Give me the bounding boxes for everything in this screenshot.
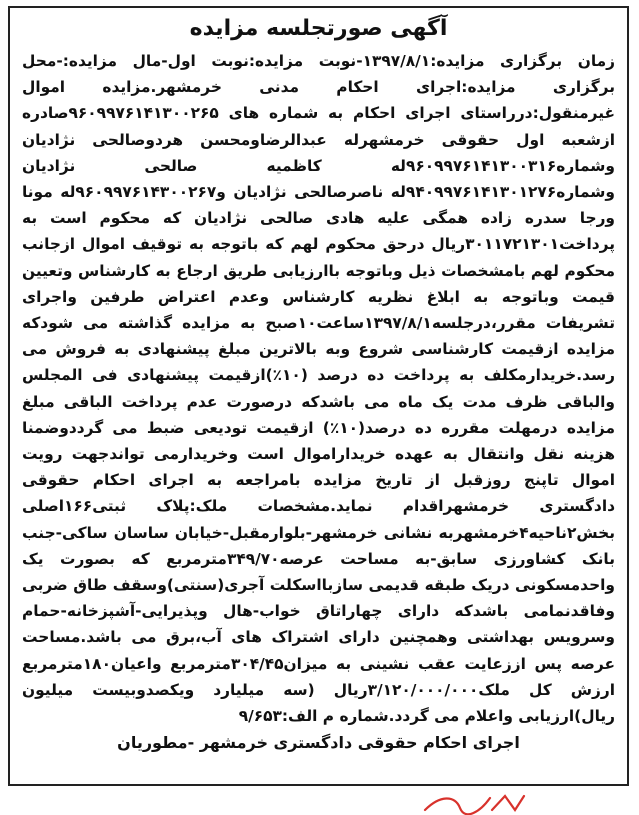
notice-body: زمان برگزاری مزایده:۱۳۹۷/۸/۱-نوبت مزایده:نوبت اول-مال مزایده:-محل برگزاری مزایده:اجرای احکام مدنی خرمشهر.مزایده اموال غیرمنقول:درراستای اجرای احکام به شماره های ۹۶۰۹۹۷۶۱۴۱۳۰۰۲۶۵صادره ازشعبه اول حقوقی خرمشهرله عبدالرضاومحسن هردوصالحی نژادیان وشماره۹۶۰۹۹۷۶۱۴۱۳۰۰۳۱۶له کاظمیه صالحی نژادیان وشماره۹۴۰۹۹۷۶۱۴۱۳۰۱۲۷۶له ناصرصالحی نژادیان و۹۶۰۹۹۷۶۱۴۳۰۰۲۶۷له مونا ورجا سدره زاده همگی علیه هادی صالحی نژادیان که محکوم است به پرداخت۳۰۱۱۷۲۱۳۰۱ریال درحق محکوم لهم که باتوجه به توقیف اموال ازجانب محکوم لهم بامشخصات ذیل وباتوجه باارزیابی طریق ارجاع به کارشناس وتعیین قیمت وباتوجه به ابلاغ نظریه کارشناس وعدم اعتراض طرفین واجرای تشریفات مقرر،درجلسه۱۳۹۷/۸/۱ساعت۱۰صبح به مزایده گذاشته می شودکه مزایده ازقیمت کارشناسی شروع وبه بالاترین مبلغ پیشنهادی به فروش می رسد.خریدارمکلف به پرداخت ده درصد (۱۰٪)ازقیمت پیشنهادی فی المجلس والباقی ظرف مدت یک ماه می باشدکه درصورت عدم پرداخت الباقی مبلغ مزایده درمهلت مقرره ده درصد(۱۰٪) ازقیمت تودیعی ضبط می گرددوضمنا هزینه نقل وانتقال به عهده خریداراموال است وخریدارمی تواندجهت رویت اموال تاپنج روزقبل از تاریخ مزایده بامراجعه به اجرای احکام حقوقی دادگستری خرمشهراقدام نماید.مشخصات ملک:پلاک ثبتی۱۶۶اصلی بخش۲ناحیه۴خرمشهربه نشانی خرمشهر-بلوارمقبل-خیابان ساسان ساکی-جنب بانک کشاورزی سابق-به مساحت عرصه۳۴۹/۷۰مترمربع که بصورت یک واحدمسکونی دریک طبقه قدیمی سازبااسکلت آجری(سنتی)وسقف طاق ضربی وفاقدنمامی باشدکه دارای چهاراتاق خواب-هال وپذیرایی-آشپزخانه-حمام وسرویس بهداشتی وهمچنین دارای اشتراک های آب،برق می باشد.مساحت عرصه پس اززعایت عقب نشینی به میزان۳۰۴/۴۵مترمربع واعیان۱۸۰مترمربع ارزش کل ملک۳/۱۲۰/۰۰۰/۰۰۰ریال (سه میلیارد ویکصدوبیست میلیون ریال)ارزیابی واعلام می گردد.شماره م الف:۹/۶۵۳ (22, 52, 615, 726)
notice-footer: اجرای احکام حقوقی دادگستری خرمشهر -مطوریان (117, 733, 520, 753)
notice-frame (8, 6, 629, 786)
notice-title: آگهی صورتجلسه مزایده (189, 16, 448, 41)
red-signature-mark (420, 790, 530, 815)
